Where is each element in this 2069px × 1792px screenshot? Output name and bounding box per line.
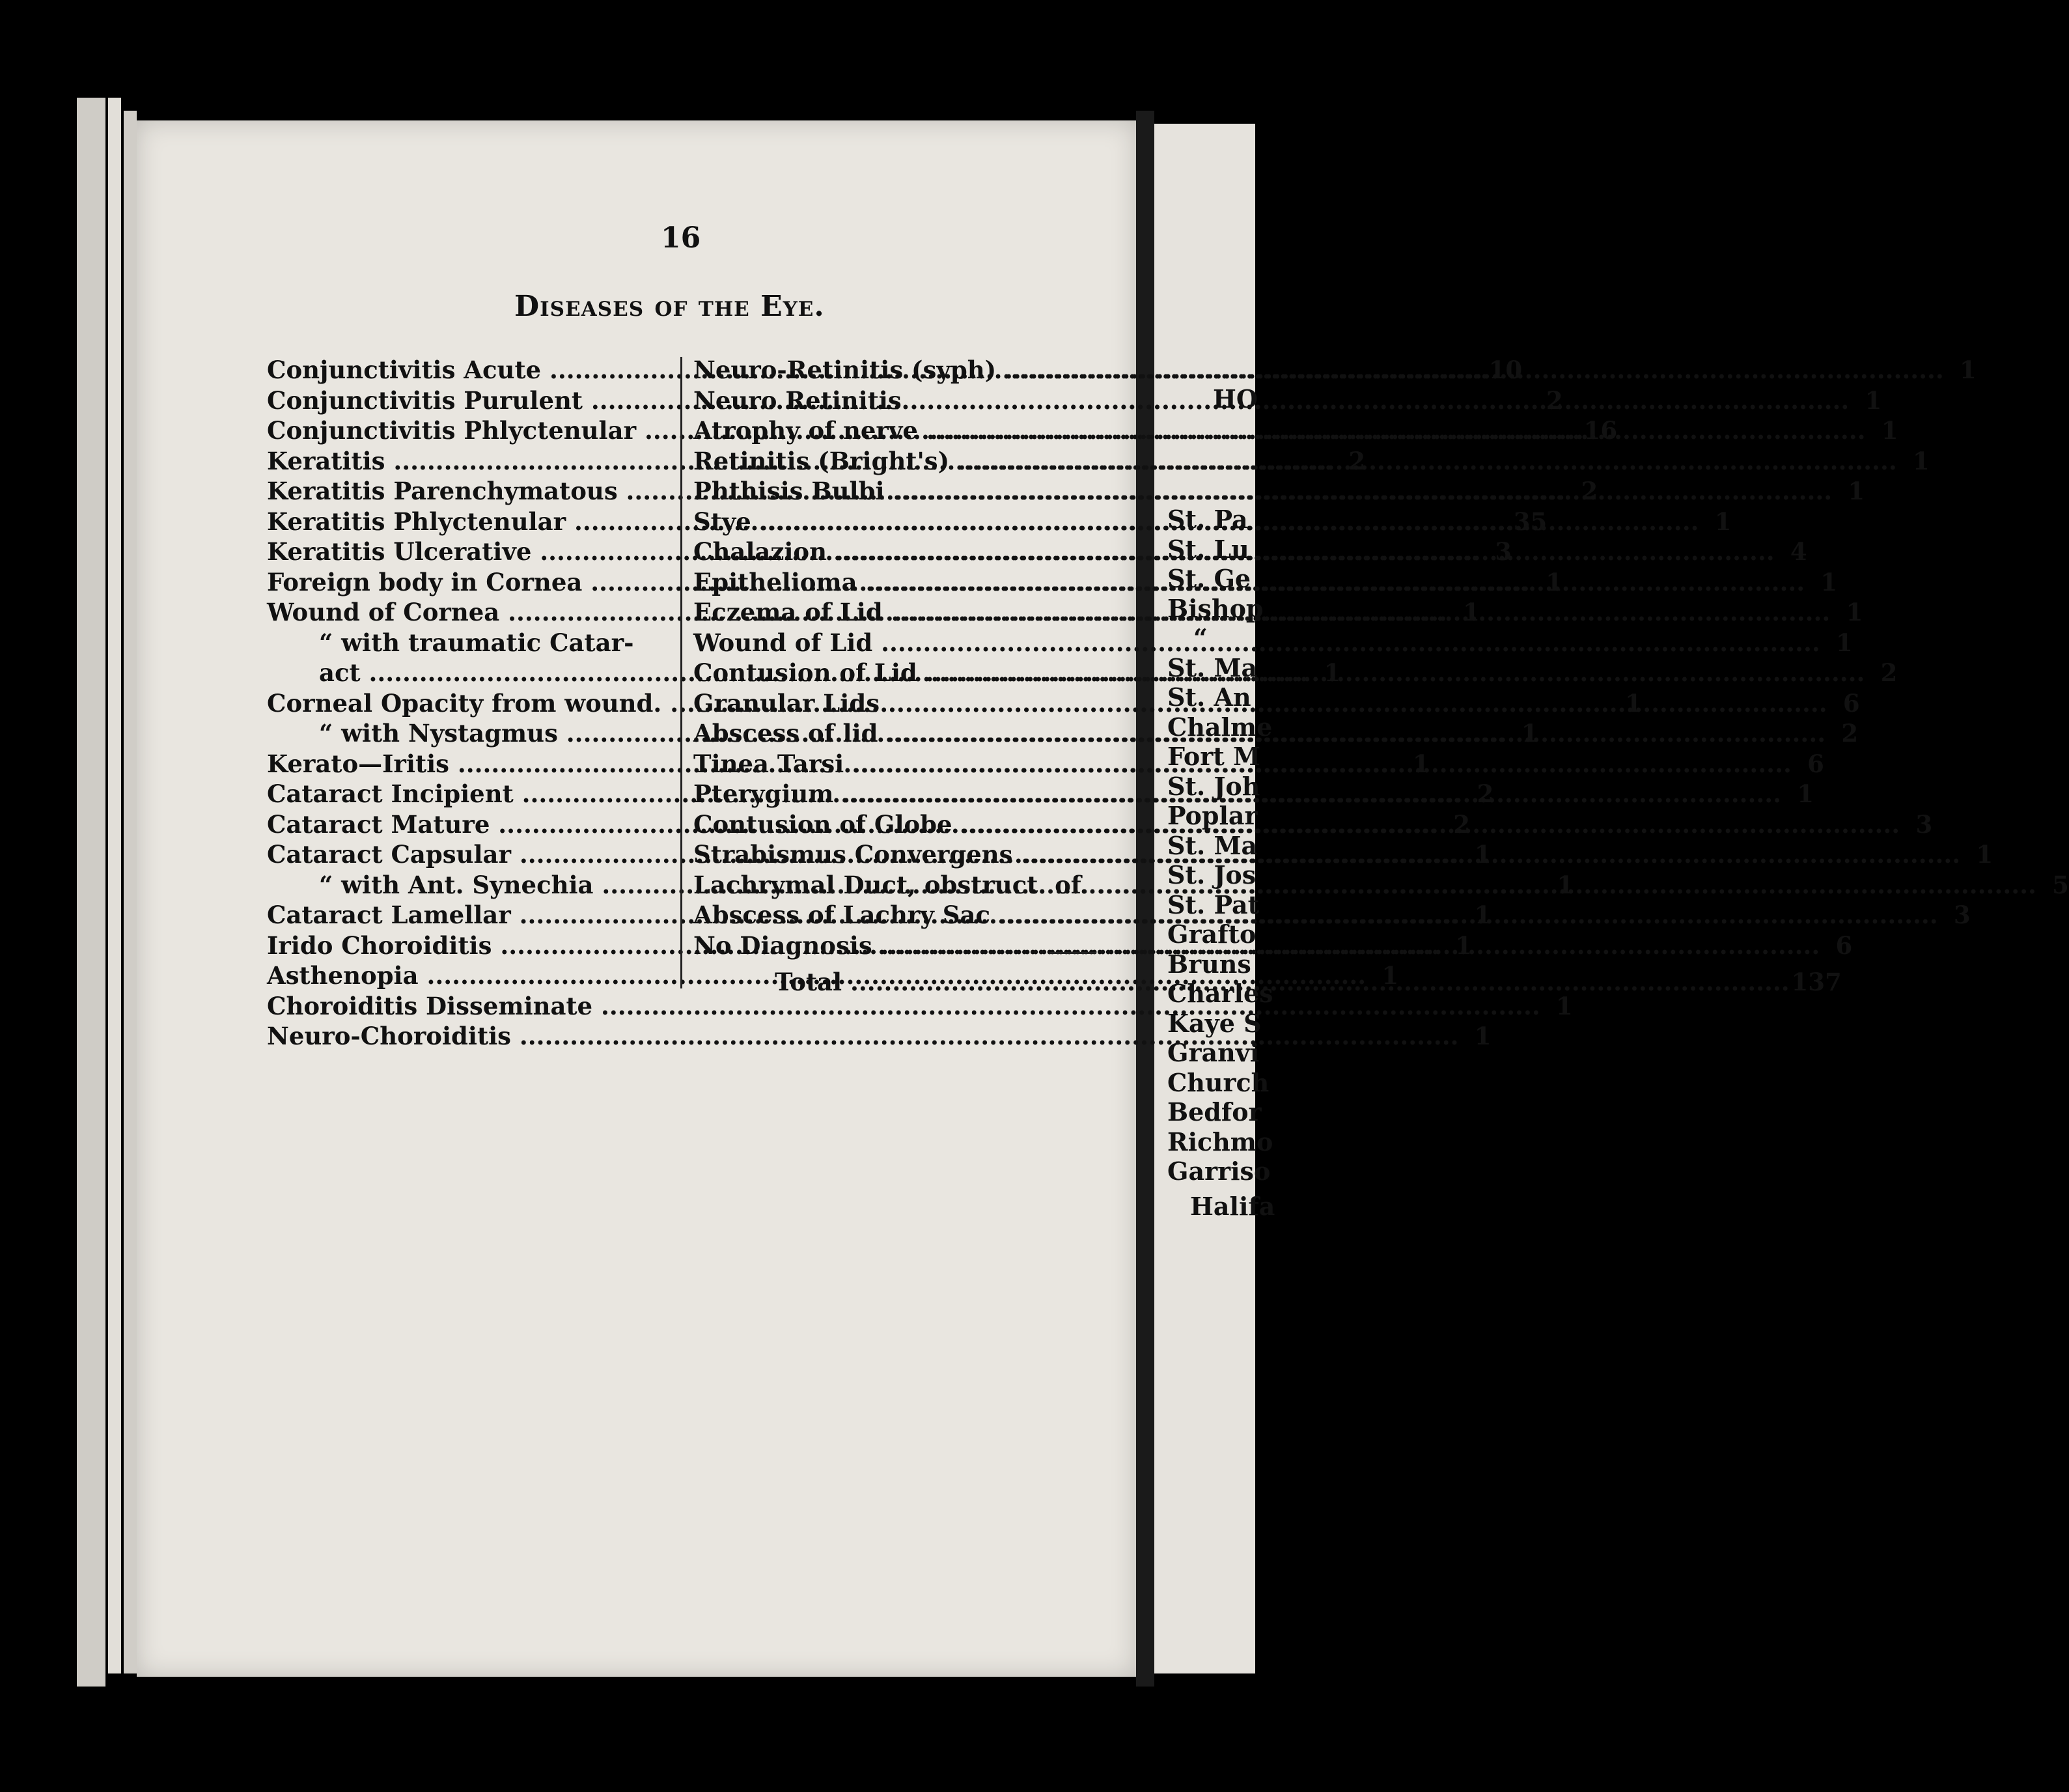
disease-name: Neuro Retinitis ..... xyxy=(693,385,1849,416)
disease-row xyxy=(693,446,1930,477)
case-count: 1 xyxy=(1557,870,1574,899)
total-value: 137 xyxy=(1791,968,1842,996)
disease-row xyxy=(267,628,667,658)
disease-name: Conjunctivitis Phlyctenular ..... xyxy=(267,415,1584,446)
case-count: 1 xyxy=(1474,840,1492,869)
disease-name: Abscess of lid ..... xyxy=(693,718,1826,749)
case-count: 1 xyxy=(1836,628,1853,657)
case-count: 3 xyxy=(1495,537,1512,566)
disease-name: Keratitis ..... xyxy=(267,446,1333,477)
case-count: 1 xyxy=(1960,356,1977,384)
disease-name: Strabismus Convergens ..... xyxy=(693,839,1960,870)
facing-page-entry: St. Ge xyxy=(1167,564,1251,593)
case-count: 2 xyxy=(1581,477,1598,505)
case-count: 35 xyxy=(1513,507,1548,536)
disease-name: Conjunctivitis Acute ..... xyxy=(267,355,1489,385)
case-count: 1 xyxy=(1412,749,1430,778)
disease-name: Stye ..... xyxy=(693,507,1699,537)
total-label: Total ..... xyxy=(693,967,1790,998)
facing-page-entry: Chalme xyxy=(1167,712,1273,742)
case-count: 1 xyxy=(1865,385,1882,415)
case-count: 10 xyxy=(1488,356,1523,384)
case-count: 1 xyxy=(1546,567,1562,596)
case-count: 1 xyxy=(1521,719,1538,748)
disease-name: Cataract Lamellar ..... xyxy=(267,900,1458,931)
disease-name: Chalazion ..... xyxy=(693,537,1775,567)
facing-page-entry: St. Joh xyxy=(1167,771,1260,801)
page-edge xyxy=(108,98,121,1673)
facing-page-entry: Church xyxy=(1167,1067,1270,1097)
facing-page-footer: Halifa xyxy=(1190,1192,1275,1221)
total-rule xyxy=(1049,952,1096,954)
page-edge xyxy=(77,98,105,1687)
case-count: 2 xyxy=(1477,779,1494,808)
case-count xyxy=(635,628,667,658)
case-count: 1 xyxy=(1455,931,1473,960)
disease-name: act ..... xyxy=(267,658,1308,688)
case-count: 1 xyxy=(1324,658,1341,687)
page-number: 16 xyxy=(661,221,701,255)
disease-name: “ with traumatic Catar- xyxy=(319,628,634,657)
facing-page-entry: St. Lu xyxy=(1167,534,1249,564)
disease-row xyxy=(693,628,1853,658)
case-count: 1 xyxy=(1474,901,1492,929)
facing-page-entry: Granvi xyxy=(1167,1038,1260,1067)
disease-row xyxy=(693,476,1865,507)
disease-name: Choroiditis Disseminate ..... xyxy=(267,991,1540,1022)
disease-name: Neuro-Choroiditis ..... xyxy=(267,1021,1459,1052)
case-count: 1 xyxy=(1912,446,1930,475)
facing-page-entry: Bedfor xyxy=(1167,1097,1262,1127)
disease-name: Lachrymal Duct, obstruct. of. ..... xyxy=(693,870,2036,901)
disease-name: Atrophy of nerve ..... xyxy=(693,415,1866,446)
disease-name: Granular Lids ..... xyxy=(693,688,1827,719)
case-count: 1 xyxy=(1382,961,1399,990)
disease-name: Cataract Mature ..... xyxy=(267,809,1437,840)
column-divider xyxy=(680,357,682,988)
case-count: 2 xyxy=(1546,385,1563,415)
case-count: 3 xyxy=(1953,901,1971,929)
disease-name: Asthenopia ..... xyxy=(267,960,1366,991)
case-count: 6 xyxy=(1807,749,1824,778)
case-count: 4 xyxy=(1790,537,1807,566)
facing-page-entry: Bishop xyxy=(1167,593,1264,623)
facing-page-entry: Fort M xyxy=(1167,742,1261,771)
case-count: 1 xyxy=(1714,507,1732,536)
facing-page-entry: Garriso xyxy=(1167,1156,1271,1186)
disease-name: Retinitis (Bright's) ..... xyxy=(693,446,1897,477)
disease-name: Phthisis Bulbi ..... xyxy=(693,476,1832,507)
case-count: 2 xyxy=(1880,658,1898,687)
disease-name: Wound of Cornea ..... xyxy=(267,597,1447,628)
disease-name: Foreign body in Cornea ..... xyxy=(267,567,1530,598)
disease-name: “ with Ant. Synechia ..... xyxy=(267,870,1541,901)
case-count: 1 xyxy=(1976,840,1993,869)
facing-page-entry: Grafto xyxy=(1167,919,1257,949)
disease-name: Corneal Opacity from wound. ..... xyxy=(267,688,1609,719)
case-count: 1 xyxy=(1555,991,1573,1020)
disease-name: Cataract Capsular ..... xyxy=(267,839,1459,870)
case-count: 1 xyxy=(1625,688,1642,718)
disease-name: Keratitis Phlyctenular ..... xyxy=(267,507,1514,537)
case-count: 3 xyxy=(1915,809,1933,839)
disease-name: “ with Nystagmus ..... xyxy=(267,718,1506,749)
case-count: 1 xyxy=(1820,567,1838,596)
disease-name: Neuro-Retinitis (syph) ..... xyxy=(693,355,1944,385)
facing-page-entry: “ xyxy=(1193,623,1208,652)
disease-name: Abscess of Lachry Sac ..... xyxy=(693,900,1938,931)
case-count: 1 xyxy=(1848,477,1865,505)
case-count: 1 xyxy=(1846,598,1863,626)
disease-name: Cataract Incipient ..... xyxy=(267,779,1461,809)
disease-name: Contusion of Lid ..... xyxy=(693,658,1865,688)
case-count: 6 xyxy=(1835,931,1853,960)
facing-page-heading: HO xyxy=(1213,384,1258,413)
facing-page-entry: Richmo xyxy=(1167,1127,1273,1156)
facing-page-entry: Poplar xyxy=(1167,801,1258,830)
case-count: 2 xyxy=(1348,446,1366,475)
case-count: 16 xyxy=(1583,416,1618,445)
disease-name: Kerato—Iritis ..... xyxy=(267,749,1397,779)
facing-page-entry: St. Pa xyxy=(1167,505,1248,534)
disease-name: Wound of Lid ..... xyxy=(693,628,1820,658)
case-count: 2 xyxy=(1453,809,1471,839)
disease-name: No Diagnosis ..... xyxy=(693,931,1820,961)
facing-page-entry: St. Pat xyxy=(1167,889,1260,919)
facing-page-entry: St. Ma xyxy=(1167,652,1258,682)
disease-name: Irido Choroiditis ..... xyxy=(267,931,1439,961)
facing-page-entry: Bruns xyxy=(1167,949,1251,979)
disease-name: Eczema of Lid ..... xyxy=(693,597,1830,628)
disease-name: Keratitis Ulcerative ..... xyxy=(267,537,1479,567)
facing-page-entry: Kaye S xyxy=(1167,1008,1262,1038)
facing-page-entry: Charles xyxy=(1167,979,1273,1008)
disease-name: Pterygium ..... xyxy=(693,779,1781,809)
case-count: 1 xyxy=(1474,1022,1492,1050)
case-count: 2 xyxy=(1841,719,1859,748)
case-count: 1 xyxy=(1881,416,1898,445)
facing-page-entry: St. Ma xyxy=(1167,830,1258,860)
disease-name: Tinea Tarsi ..... xyxy=(693,749,1792,779)
case-count: 1 xyxy=(1797,779,1814,808)
facing-page-entry: St. Jos xyxy=(1167,860,1257,889)
disease-name: Epithelioma ..... xyxy=(693,567,1805,598)
page-edge xyxy=(124,111,137,1673)
disease-name: Keratitis Parenchymatous ..... xyxy=(267,476,1565,507)
disease-name: Conjunctivitis Purulent ..... xyxy=(267,385,1531,416)
facing-page-entry: St. An xyxy=(1167,682,1251,712)
case-count: 6 xyxy=(1842,688,1860,718)
disease-name: Contusion of Globe ..... xyxy=(693,809,1900,840)
case-count: 1 xyxy=(1463,598,1480,626)
page-title: Diseases of the Eye. xyxy=(514,290,825,323)
case-count: 5 xyxy=(2052,870,2069,899)
